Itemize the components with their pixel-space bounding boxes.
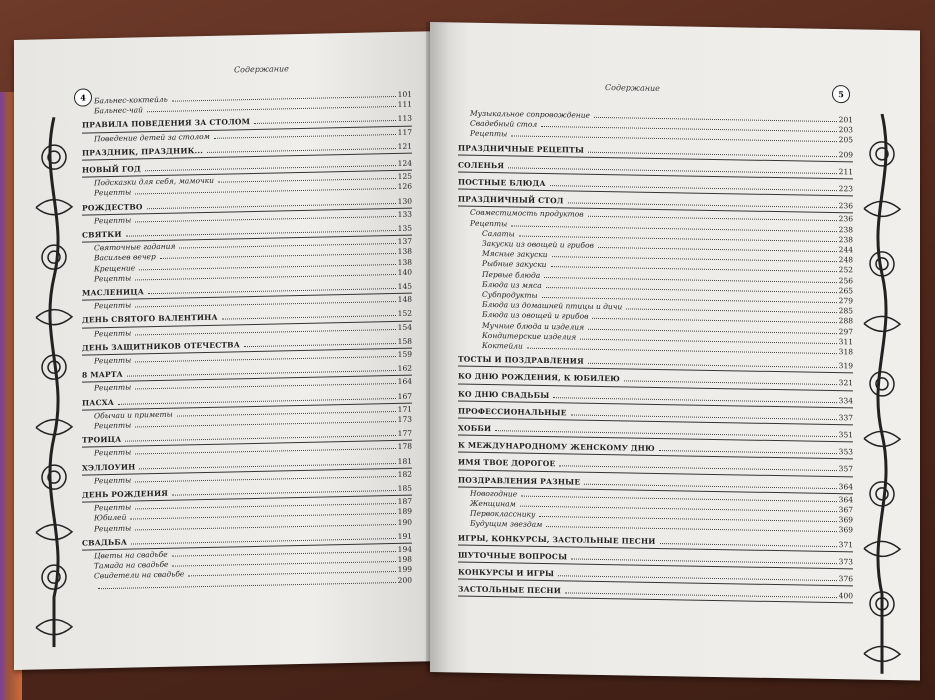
toc-entry xyxy=(94,209,412,225)
toc-entry-title: Блюда из домашней птицы и дичи xyxy=(482,300,623,312)
toc-entry xyxy=(458,372,853,388)
toc-entry-title: Рецепты xyxy=(94,273,132,284)
toc-entry-page: 252 xyxy=(838,265,853,275)
toc-entry-page: 145 xyxy=(397,281,412,291)
toc-entry-title: Мучные блюда и изделия xyxy=(482,320,585,332)
toc-leader-dots xyxy=(659,450,837,454)
toc-entry-page: 191 xyxy=(397,531,412,541)
toc-entry-title: Рецепты xyxy=(94,420,132,431)
toc-entry-page: 101 xyxy=(397,89,412,99)
toc-leader-dots xyxy=(546,526,836,532)
toc-entry-title: КО ДНЮ РОЖДЕНИЯ, К ЮБИЛЕЮ xyxy=(458,371,620,384)
toc-entry-page: 126 xyxy=(397,182,412,192)
toc-entry xyxy=(458,143,853,159)
toc-entry-page: 321 xyxy=(838,378,853,388)
toc-entry-page: 236 xyxy=(838,201,853,211)
toc-entry-title: ТОСТЫ И ПОЗДРАВЛЕНИЯ xyxy=(458,354,584,366)
toc-entry-title: Рецепты xyxy=(94,475,132,486)
toc-entry-page: 138 xyxy=(397,247,412,257)
toc-leader-dots xyxy=(135,216,395,222)
toc-entry-title: КОНКУРСЫ И ИГРЫ xyxy=(458,567,555,579)
toc-entry-page: 353 xyxy=(838,447,853,457)
toc-entry-title: ПОСТНЫЕ БЛЮДА xyxy=(458,177,546,189)
toc-entry-title: Рецепты xyxy=(94,382,132,393)
toc-entry-title: Васильев вечер xyxy=(94,252,156,263)
toc-leader-dots xyxy=(207,148,396,153)
toc-entry-page: 238 xyxy=(838,224,853,234)
toc-entry-page: 198 xyxy=(397,554,412,565)
toc-entry-title: Обычаи и приметы xyxy=(94,409,173,421)
toc-entry-title: ПРАЗДНИК, ПРАЗДНИК... xyxy=(82,145,204,158)
book-spine xyxy=(426,22,450,672)
toc-entry-title: Поведение детей за столом xyxy=(94,131,210,143)
toc-entry-title: СОЛЕНЬЯ xyxy=(458,160,505,171)
toc-leader-dots xyxy=(98,582,396,589)
toc-entry xyxy=(458,177,853,193)
toc-leader-dots xyxy=(147,106,396,112)
toc-leader-dots xyxy=(222,315,396,320)
toc-entry-page: 159 xyxy=(397,349,412,359)
toc-entry-page: 248 xyxy=(838,255,853,265)
toc-entry-title: Подсказки для себя, мамочки xyxy=(94,175,214,188)
toc-entry-page: 113 xyxy=(397,114,412,124)
toc-entry-title: ПОЗДРАВЛЕНИЯ РАЗНЫЕ xyxy=(458,475,581,487)
toc-leader-dots xyxy=(135,524,395,530)
toc-entry-page: 369 xyxy=(838,525,853,535)
toc-entry-page: 130 xyxy=(397,196,412,206)
toc-entry-title: Тамада на свадьбе xyxy=(94,559,169,571)
toc-entry-title: НОВЫЙ ГОД xyxy=(82,164,141,175)
toc-entry-page: 171 xyxy=(397,404,412,414)
toc-entry-page: 185 xyxy=(397,483,412,493)
toc-entry-title: ТРОИЦА xyxy=(82,434,122,445)
toc-entry-title: ХОББИ xyxy=(458,423,492,434)
toc-leader-dots xyxy=(568,203,837,209)
toc-entry-page: 162 xyxy=(397,363,412,374)
toc-entry-page: 288 xyxy=(838,316,853,326)
toc-leader-dots xyxy=(588,151,837,156)
toc-entry-page: 111 xyxy=(397,99,412,110)
toc-entry-title: ШУТОЧНЫЕ ВОПРОСЫ xyxy=(458,550,568,562)
toc-entry-title: Юбилей xyxy=(94,513,127,523)
toc-left xyxy=(14,31,439,670)
toc-entry-title: Блюда из овощей и грибов xyxy=(482,310,589,322)
toc-entry-title: Рецепты xyxy=(470,218,508,228)
toc-entry-title: Святочные гадания xyxy=(94,241,176,253)
toc-entry-title: К МЕЖДУНАРОДНОМУ ЖЕНСКОМУ ДНЮ xyxy=(458,440,655,454)
toc-leader-dots xyxy=(172,490,396,496)
toc-leader-dots xyxy=(527,348,837,354)
toc-leader-dots xyxy=(135,448,395,454)
toc-entry-page: 238 xyxy=(838,234,853,245)
toc-entry-page: 138 xyxy=(397,257,412,267)
toc-entry-page: 189 xyxy=(397,507,412,517)
toc-entry-page: 265 xyxy=(838,285,853,296)
toc-entry-page: 200 xyxy=(397,575,412,585)
toc-entry-title: ПАСХА xyxy=(82,397,115,408)
toc-entry xyxy=(94,350,412,366)
toc-entry xyxy=(458,458,853,474)
toc-entry xyxy=(458,550,853,566)
left-page xyxy=(14,31,439,670)
toc-entry-page: 140 xyxy=(397,267,412,277)
toc-entry xyxy=(458,406,853,422)
toc-entry-page: 133 xyxy=(397,209,412,219)
toc-leader-dots xyxy=(135,274,395,280)
toc-entry-title: Первые блюда xyxy=(482,269,541,280)
running-head-left: Содержание xyxy=(234,64,289,75)
toc-entry-title: СВЯТКИ xyxy=(82,229,122,240)
toc-entry-page: 223 xyxy=(838,184,853,194)
toc-entry-page: 187 xyxy=(397,496,412,507)
toc-leader-dots xyxy=(511,136,836,143)
toc-entry-page: 279 xyxy=(838,296,853,306)
toc-entry-title: Крещение xyxy=(94,263,136,273)
toc-entry-title: ЗАСТОЛЬНЫЕ ПЕСНИ xyxy=(458,584,561,596)
toc-entry xyxy=(458,567,853,583)
toc-entry xyxy=(458,389,853,405)
toc-entry-page: 311 xyxy=(838,336,853,347)
toc-leader-dots xyxy=(135,356,395,362)
toc-entry-title: Бальнес-коктейль xyxy=(94,94,168,106)
toc-entry-page: 297 xyxy=(838,326,853,336)
toc-entry-title: Женщинам xyxy=(470,498,516,509)
toc-entry-page: 364 xyxy=(838,481,853,491)
toc-entry-title: Рецепты xyxy=(470,129,508,139)
toc-entry-title: ПРАЗДНИЧНЫЕ РЕЦЕПТЫ xyxy=(458,143,585,155)
toc-entry-title: ДЕНЬ ЗАЩИТНИКОВ ОТЕЧЕСТВА xyxy=(82,340,241,353)
toc-entry-title: КО ДНЮ СВАДЬБЫ xyxy=(458,389,550,400)
toc-entry xyxy=(94,377,412,393)
toc-entry-page: 117 xyxy=(397,127,412,137)
toc-entry xyxy=(94,469,412,485)
toc-entry-title: Блюда из мяса xyxy=(482,279,542,290)
toc-entry-page: 135 xyxy=(397,223,412,233)
toc-entry-page: 164 xyxy=(397,377,412,387)
toc-entry-page: 369 xyxy=(838,515,853,525)
toc-entry-title: Первокласснику xyxy=(470,508,536,520)
toc-entry-page: 177 xyxy=(397,428,412,439)
toc-entry xyxy=(82,141,412,157)
toc-entry-title: ПРАВИЛА ПОВЕДЕНИЯ ЗА СТОЛОМ xyxy=(82,117,251,130)
toc-entry-title: Рецепты xyxy=(94,523,132,533)
toc-entry-page: 203 xyxy=(838,125,853,135)
toc-entry xyxy=(94,322,412,338)
toc-entry-page: 158 xyxy=(397,336,412,346)
toc-entry-title: Кондитерские изделия xyxy=(482,330,577,342)
toc-entry-title: Рецепты xyxy=(94,187,132,198)
toc-entry-title: Коктейли xyxy=(482,340,523,351)
toc-entry-page: 178 xyxy=(397,442,412,452)
toc-entry-page: 121 xyxy=(397,141,412,151)
toc-entry-page: 318 xyxy=(838,347,853,357)
toc-entry xyxy=(94,442,412,458)
toc-entry-title: ИМЯ ТВОЕ ДОРОГОЕ xyxy=(458,457,556,469)
toc-entry-page: 190 xyxy=(397,517,412,527)
toc-entry-page: 167 xyxy=(397,391,412,401)
toc-entry-title: МАСЛЕНИЦА xyxy=(82,287,145,298)
toc-entry-page: 319 xyxy=(838,361,853,371)
toc-leader-dots xyxy=(571,414,837,420)
toc-entry-title: Совместимость продуктов xyxy=(470,208,584,220)
toc-entry xyxy=(458,160,853,176)
toc-entry-page: 201 xyxy=(838,115,853,125)
toc-leader-dots xyxy=(588,363,837,368)
toc-entry-title: Свидетели на свадьбе xyxy=(94,569,185,581)
toc-entry-page: 364 xyxy=(838,494,853,505)
toc-entry-page: 373 xyxy=(838,556,853,567)
toc-entry-page: 194 xyxy=(397,544,412,554)
toc-entry-page: 148 xyxy=(397,294,412,305)
toc-entry-title: Субпродукты xyxy=(482,289,538,300)
toc-entry-title: ИГРЫ, КОНКУРСЫ, ЗАСТОЛЬНЫЕ ПЕСНИ xyxy=(458,533,656,546)
toc-entry-title: ДЕНЬ СВЯТОГО ВАЛЕНТИНА xyxy=(82,313,218,325)
toc-entry-title: Музыкальное сопровождение xyxy=(470,108,590,120)
toc-leader-dots xyxy=(214,134,396,139)
toc-leader-dots xyxy=(254,120,396,124)
toc-entry-page: 371 xyxy=(838,539,853,549)
toc-entry-title: Бальнес-чай xyxy=(94,105,143,116)
toc-leader-dots xyxy=(624,381,837,386)
toc-entry xyxy=(458,441,853,457)
toc-entry-page: 124 xyxy=(397,158,412,168)
toc-entry-page: 285 xyxy=(838,306,853,316)
toc-entry xyxy=(458,585,853,601)
toc-entry-title: Рецепты xyxy=(94,300,132,311)
toc-entry-title: Рецепты xyxy=(94,328,132,338)
right-page xyxy=(430,22,920,681)
toc-entry-page: 357 xyxy=(838,464,853,474)
toc-entry xyxy=(94,127,412,143)
toc-entry-page: 376 xyxy=(838,574,853,584)
toc-entry-page: 205 xyxy=(838,135,853,145)
toc-leader-dots xyxy=(565,593,837,599)
toc-entry-title: Рыбные закуски xyxy=(482,259,547,270)
toc-entry-page: 256 xyxy=(838,275,853,285)
toc-entry-page: 209 xyxy=(838,149,853,159)
toc-entry-title: ХЭЛЛОУИН xyxy=(82,462,136,473)
toc-entry-title: 8 МАРТА xyxy=(82,369,123,380)
toc-leader-dots xyxy=(135,301,395,307)
page-number-left: 4 xyxy=(74,88,92,106)
toc-entry-title: Рецепты xyxy=(94,355,132,366)
toc-leader-dots xyxy=(135,188,395,194)
toc-entry-title: Мясные закуски xyxy=(482,249,548,260)
toc-entry-page: 334 xyxy=(838,395,853,405)
toc-entry-page: 173 xyxy=(397,414,412,424)
toc-entry-page: 154 xyxy=(397,322,412,332)
toc-entry-page: 351 xyxy=(838,430,853,440)
toc-entry-page: 367 xyxy=(838,505,853,515)
toc-entry xyxy=(458,533,853,549)
toc-entry-title: ДЕНЬ РОЖДЕНИЯ xyxy=(82,488,169,500)
toc-entry-title: ПРАЗДНИЧНЫЙ СТОЛ xyxy=(458,194,564,206)
toc-entry-title: Будущим звездам xyxy=(470,519,543,530)
toc-entry-title: Новогодние xyxy=(470,488,518,499)
toc-entry-title: Салаты xyxy=(482,228,515,239)
toc-entry-page: 182 xyxy=(397,469,412,479)
toc-entry-page: 236 xyxy=(838,214,853,224)
toc-entry-title: СВАДЬБА xyxy=(82,537,128,548)
toc-entry-title: Закуски из овощей и грибов xyxy=(482,238,594,250)
toc-entry-page: 400 xyxy=(838,591,853,601)
toc-entry-page: 137 xyxy=(397,236,412,247)
toc-leader-dots xyxy=(660,543,837,547)
toc-leader-dots xyxy=(135,421,395,427)
toc-entry-page: 125 xyxy=(397,171,412,182)
toc-entry-title: Свадебный стол xyxy=(470,118,538,130)
toc-entry-page: 152 xyxy=(397,309,412,319)
toc-entry-title: РОЖДЕСТВО xyxy=(82,201,143,213)
page-number-right: 5 xyxy=(832,85,850,103)
toc-leader-dots xyxy=(135,329,395,335)
running-head-right: Содержание xyxy=(605,83,660,94)
toc-entry-title: Рецепты xyxy=(94,502,132,513)
toc-entry-title: Цветы на свадьбе xyxy=(94,549,168,561)
toc-entry-page: 337 xyxy=(838,412,853,423)
toc-leader-dots xyxy=(571,558,836,564)
toc-entry-title: Рецепты xyxy=(94,447,132,458)
toc-entry-title: Рецепты xyxy=(94,215,132,226)
toc-right xyxy=(430,22,920,681)
toc-entry xyxy=(458,423,853,439)
toc-entry xyxy=(94,295,412,311)
toc-entry-page: 211 xyxy=(838,166,853,177)
toc-entry xyxy=(458,355,853,371)
toc-leader-dots xyxy=(244,343,396,347)
toc-entry-page: 244 xyxy=(838,245,853,255)
toc-entry-page: 199 xyxy=(397,565,412,575)
toc-leader-dots xyxy=(135,383,395,389)
toc-entry-page: 181 xyxy=(397,456,412,466)
toc-entry-title: ПРОФЕССИОНАЛЬНЫЕ xyxy=(458,406,567,418)
toc-leader-dots xyxy=(135,476,395,482)
toc-leader-dots xyxy=(584,483,836,488)
